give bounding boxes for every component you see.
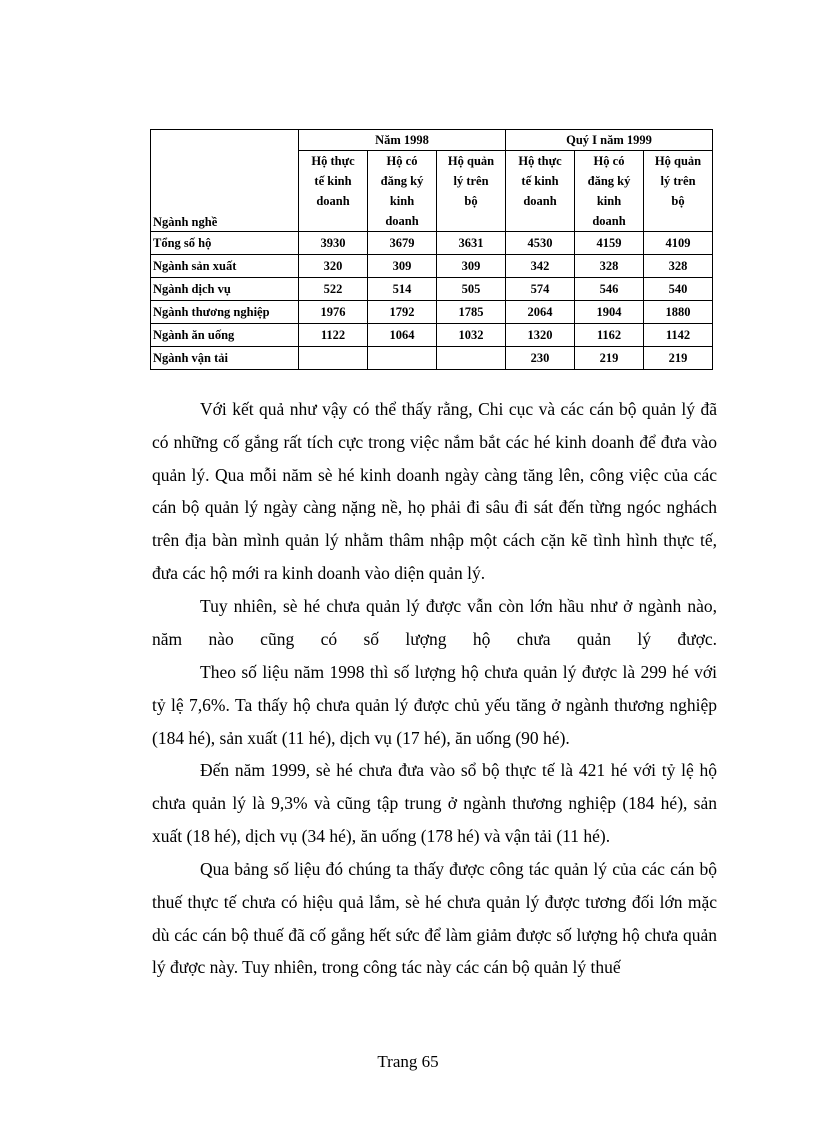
subheader-cell: doanh: [506, 191, 575, 211]
body-paragraph: Tuy nhiên, sè hé chưa quản lý được vẫn còn lớn hầu như ở ngành nào, năm nào cũng có số lượng hộ chưa quản lý được.: [152, 596, 717, 649]
subheader-cell: [506, 211, 575, 232]
table-row: [151, 347, 713, 370]
table-cell: 4159: [575, 232, 644, 255]
table-row: [151, 301, 713, 324]
table-row: [151, 324, 713, 347]
table-cell: 1976: [299, 301, 368, 324]
table-cell: 3631: [437, 232, 506, 255]
subheader-cell: [644, 211, 713, 232]
page-number: Trang 65: [377, 1052, 439, 1071]
subheader-cell: Hộ quản: [437, 151, 506, 172]
subheader-cell: Hộ thực: [299, 151, 368, 172]
table-cell: 3679: [368, 232, 437, 255]
table-cell: 328: [575, 255, 644, 278]
table-cell: 309: [368, 255, 437, 278]
table-cell: 230: [506, 347, 575, 370]
table-row: [151, 255, 713, 278]
table-cell: 540: [644, 278, 713, 301]
table-cell: 514: [368, 278, 437, 301]
table-cell: 219: [644, 347, 713, 370]
subheader-cell: bộ: [437, 191, 506, 211]
body-paragraph: Với kết quả như vậy có thể thấy rằng, Chi cục và các cán bộ quản lý đã có những cố gắng rất tích cực trong việc nắm bắt các hé kinh doanh để đưa vào quản lý. Qua mỗi năm sè hé kinh doanh ngày càng tăng lên, công việc của các cán bộ quản lý ngày càng nặng nề, họ phải đi sâu đi sát đến từng ngóc nghách trên địa bàn mình quản lý nhằm thâm nhập một cách cặn kẽ tình hình thực tế, đưa các hộ mới ra kinh doanh vào diện quản lý.: [152, 399, 717, 583]
table-cell: 1162: [575, 324, 644, 347]
subheader-cell: bộ: [644, 191, 713, 211]
table-row: [151, 278, 713, 301]
table-cell: [299, 347, 368, 370]
table-cell: 1320: [506, 324, 575, 347]
body-paragraph: Đến năm 1999, sè hé chưa đưa vào sổ bộ thực tế là 421 hé với tỷ lệ hộ chưa quản lý là 9,3% và cũng tập trung ở ngành thương nghiệp (184 hé), sản xuất (18 hé), dịch vụ (34 hé), ăn uống (178 hé) và vận tải (11 hé).: [152, 760, 717, 846]
row-label: Ngành vận tải: [151, 347, 299, 370]
subheader-cell: [437, 211, 506, 232]
table-cell: 3930: [299, 232, 368, 255]
subheader-cell: đăng ký: [368, 171, 437, 191]
statistics-table: [150, 129, 713, 370]
row-label: Tổng số hộ: [151, 232, 299, 255]
subheader-cell: [299, 211, 368, 232]
table-cell: 1785: [437, 301, 506, 324]
table-cell: 1032: [437, 324, 506, 347]
row-label: Ngành thương nghiệp: [151, 301, 299, 324]
subheader-cell: Hộ có: [575, 151, 644, 172]
table-cell: [437, 347, 506, 370]
subheader-cell: doanh: [575, 211, 644, 232]
subheader-cell: doanh: [299, 191, 368, 211]
table-row: [151, 232, 713, 255]
group-header-1998: Năm 1998: [299, 130, 506, 151]
table-cell: 546: [575, 278, 644, 301]
table-cell: 342: [506, 255, 575, 278]
table-cell: 320: [299, 255, 368, 278]
subheader-cell: Hộ quản: [644, 151, 713, 172]
table-cell: 1792: [368, 301, 437, 324]
body-paragraph: Qua bảng số liệu đó chúng ta thấy được công tác quản lý của các cán bộ thuế thực tế chưa có hiệu quả lắm, sè hé chưa quản lý được tương đối lớn mặc dù các cán bộ thuế đã cố gắng hết sức để làm giảm được số lượng hộ chưa quản lý được này. Tuy nhiên, trong công tác này các cán bộ quản lý thuế: [152, 859, 717, 978]
table-cell: 4530: [506, 232, 575, 255]
table-cell: 522: [299, 278, 368, 301]
table-cell: 2064: [506, 301, 575, 324]
table-cell: 1064: [368, 324, 437, 347]
row-label: Ngành sản xuất: [151, 255, 299, 278]
table-cell: 4109: [644, 232, 713, 255]
table-header-row: [151, 130, 713, 151]
table-cell: 1904: [575, 301, 644, 324]
subheader-cell: lý trên: [644, 171, 713, 191]
subheader-cell: kinh: [368, 191, 437, 211]
table-cell: 1142: [644, 324, 713, 347]
subheader-cell: lý trên: [437, 171, 506, 191]
group-header-q1-1999: Quý I năm 1999: [506, 130, 713, 151]
corner-header: Ngành nghề: [151, 130, 299, 232]
row-label: Ngành dịch vụ: [151, 278, 299, 301]
subheader-cell: tế kinh: [299, 171, 368, 191]
row-label: Ngành ăn uống: [151, 324, 299, 347]
subheader-cell: doanh: [368, 211, 437, 232]
subheader-cell: đăng ký: [575, 171, 644, 191]
table-cell: 1880: [644, 301, 713, 324]
table-cell: 309: [437, 255, 506, 278]
table-cell: 219: [575, 347, 644, 370]
table-cell: 328: [644, 255, 713, 278]
table-cell: 505: [437, 278, 506, 301]
table-cell: 1122: [299, 324, 368, 347]
table-cell: [368, 347, 437, 370]
body-paragraph: Theo số liệu năm 1998 thì số lượng hộ chưa quản lý được là 299 hé với tỷ lệ 7,6%. Ta thấy hộ chưa quản lý được chủ yếu tăng ở ngành thương nghiệp (184 hé), sản xuất (11 hé), dịch vụ (17 hé), ăn uống (90 hé).: [152, 662, 717, 748]
subheader-cell: kinh: [575, 191, 644, 211]
subheader-cell: tế kinh: [506, 171, 575, 191]
subheader-cell: Hộ có: [368, 151, 437, 172]
subheader-cell: Hộ thực: [506, 151, 575, 172]
table-cell: 574: [506, 278, 575, 301]
